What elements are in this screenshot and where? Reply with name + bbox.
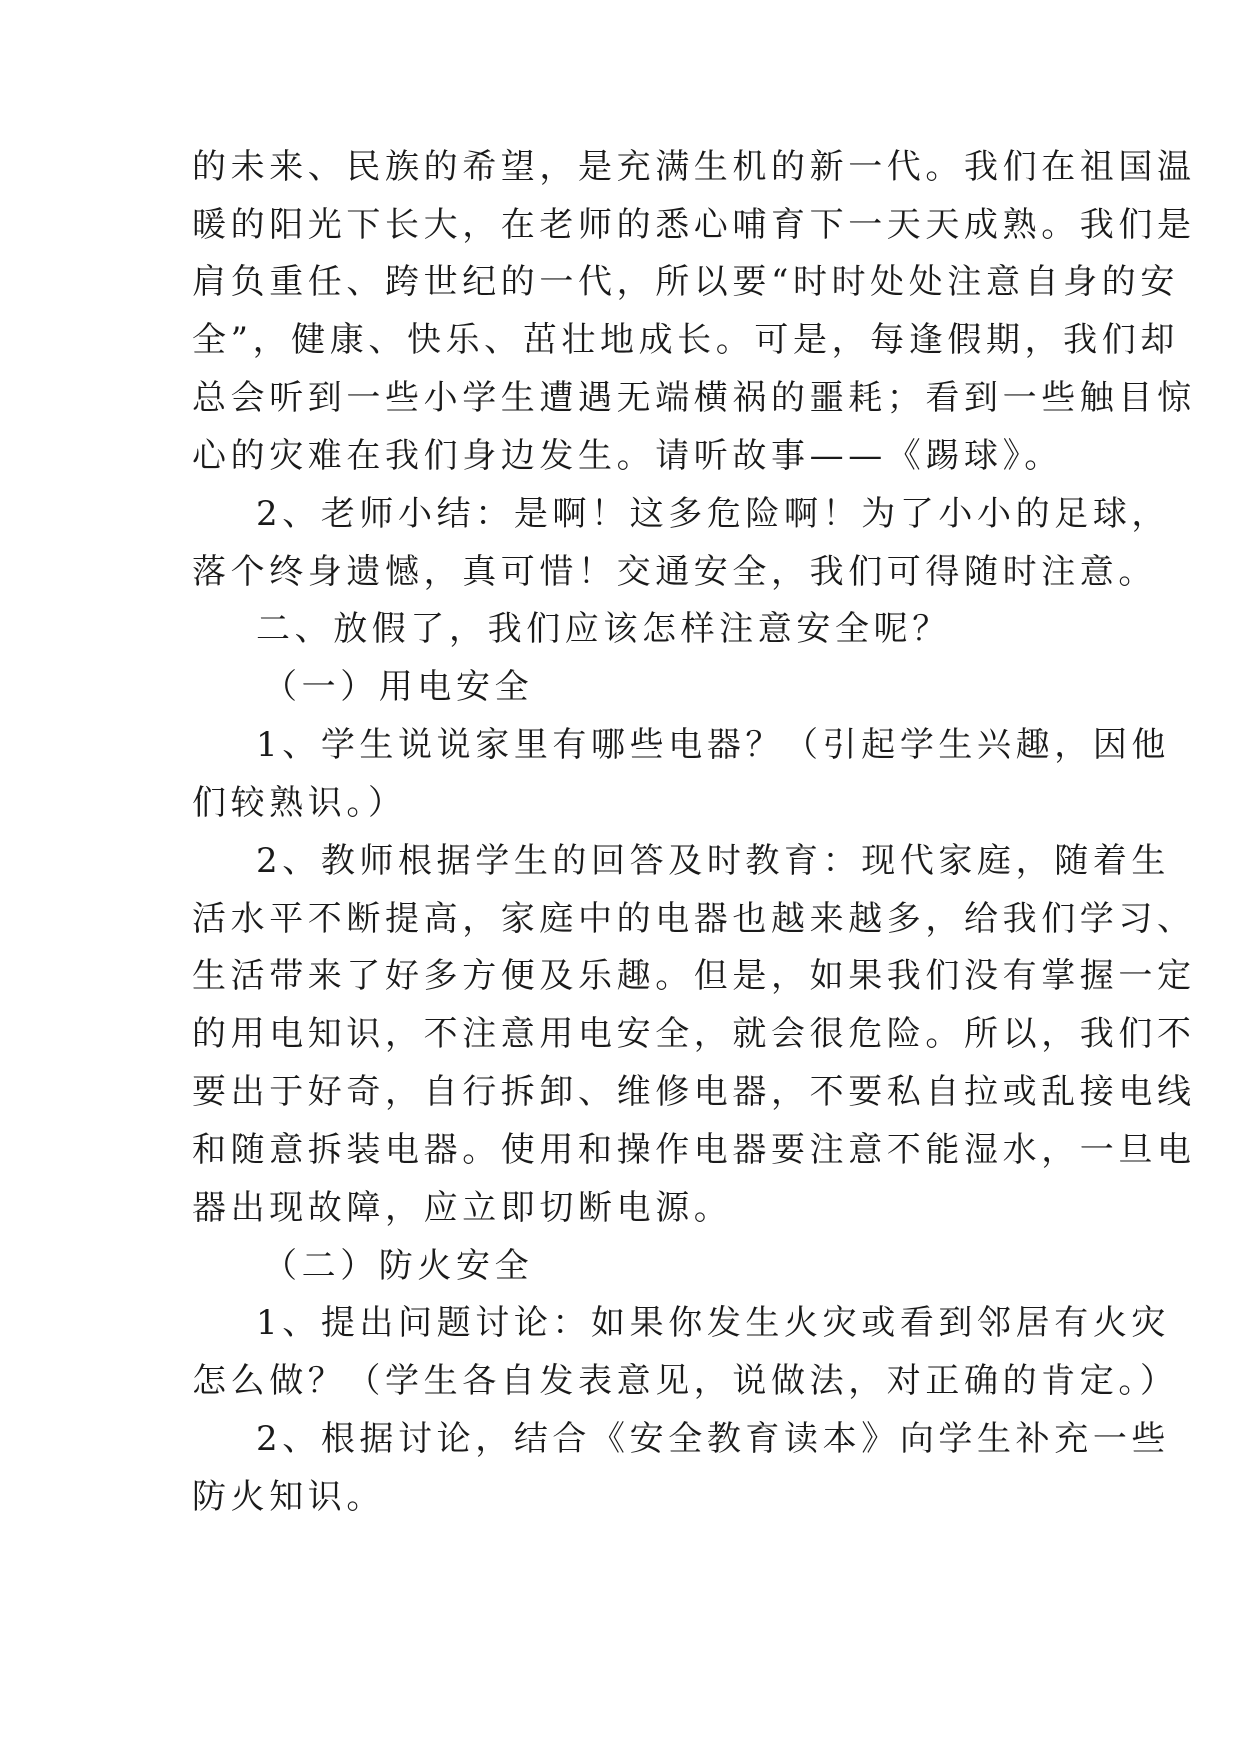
text-line: 肩负重任、跨世纪的一代，所以要“时时处处注意自身的安	[192, 262, 1179, 302]
text-line: 怎么做？（学生各自发表意见，说做法，对正确的肯定。）	[192, 1361, 1179, 1401]
text-line: 和随意拆装电器。使用和操作电器要注意不能湿水，一旦电	[192, 1130, 1196, 1170]
subsection-heading: （一）用电安全	[263, 667, 534, 707]
text-line: 们较熟识。）	[192, 783, 407, 823]
text-line: 落个终身遗憾，真可惜！交通安全，我们可得随时注意。	[192, 552, 1157, 592]
text-line: 全”，健康、快乐、茁壮地成长。可是，每逢假期，我们却	[192, 320, 1179, 360]
text-line: 总会听到一些小学生遭遇无端横祸的噩耗；看到一些触目惊	[192, 378, 1196, 418]
text-line: 2、老师小结：是啊！这多危险啊！为了小小的足球，	[256, 494, 1171, 534]
text-line: 的未来、民族的希望，是充满生机的新一代。我们在祖国温	[192, 147, 1196, 187]
text-line: 生活带来了好多方便及乐趣。但是，如果我们没有掌握一定	[192, 956, 1196, 996]
text-line: 心的灾难在我们身边发生。请听故事——《踢球》。	[192, 436, 1063, 476]
text-line: 2、教师根据学生的回答及时教育：现代家庭，随着生	[256, 841, 1171, 881]
text-line: 器出现故障，应立即切断电源。	[192, 1188, 733, 1228]
text-line: 1、学生说说家里有哪些电器？（引起学生兴趣，因他	[256, 725, 1171, 765]
subsection-heading: （二）防火安全	[263, 1246, 534, 1286]
text-line: 暖的阳光下长大，在老师的悉心哺育下一天天成熟。我们是	[192, 205, 1196, 245]
text-line: 防火知识。	[192, 1477, 385, 1517]
text-line: 2、根据讨论，结合《安全教育读本》向学生补充一些	[256, 1419, 1171, 1459]
text-line: 的用电知识，不注意用电安全，就会很危险。所以，我们不	[192, 1014, 1196, 1054]
section-heading: 二、放假了，我们应该怎样注意安全呢？	[256, 609, 951, 649]
text-line: 活水平不断提高，家庭中的电器也越来越多，给我们学习、	[192, 899, 1196, 939]
text-line: 1、提出问题讨论：如果你发生火灾或看到邻居有火灾	[256, 1303, 1171, 1343]
text-line: 要出于好奇，自行拆卸、维修电器，不要私自拉或乱接电线	[192, 1072, 1196, 1112]
